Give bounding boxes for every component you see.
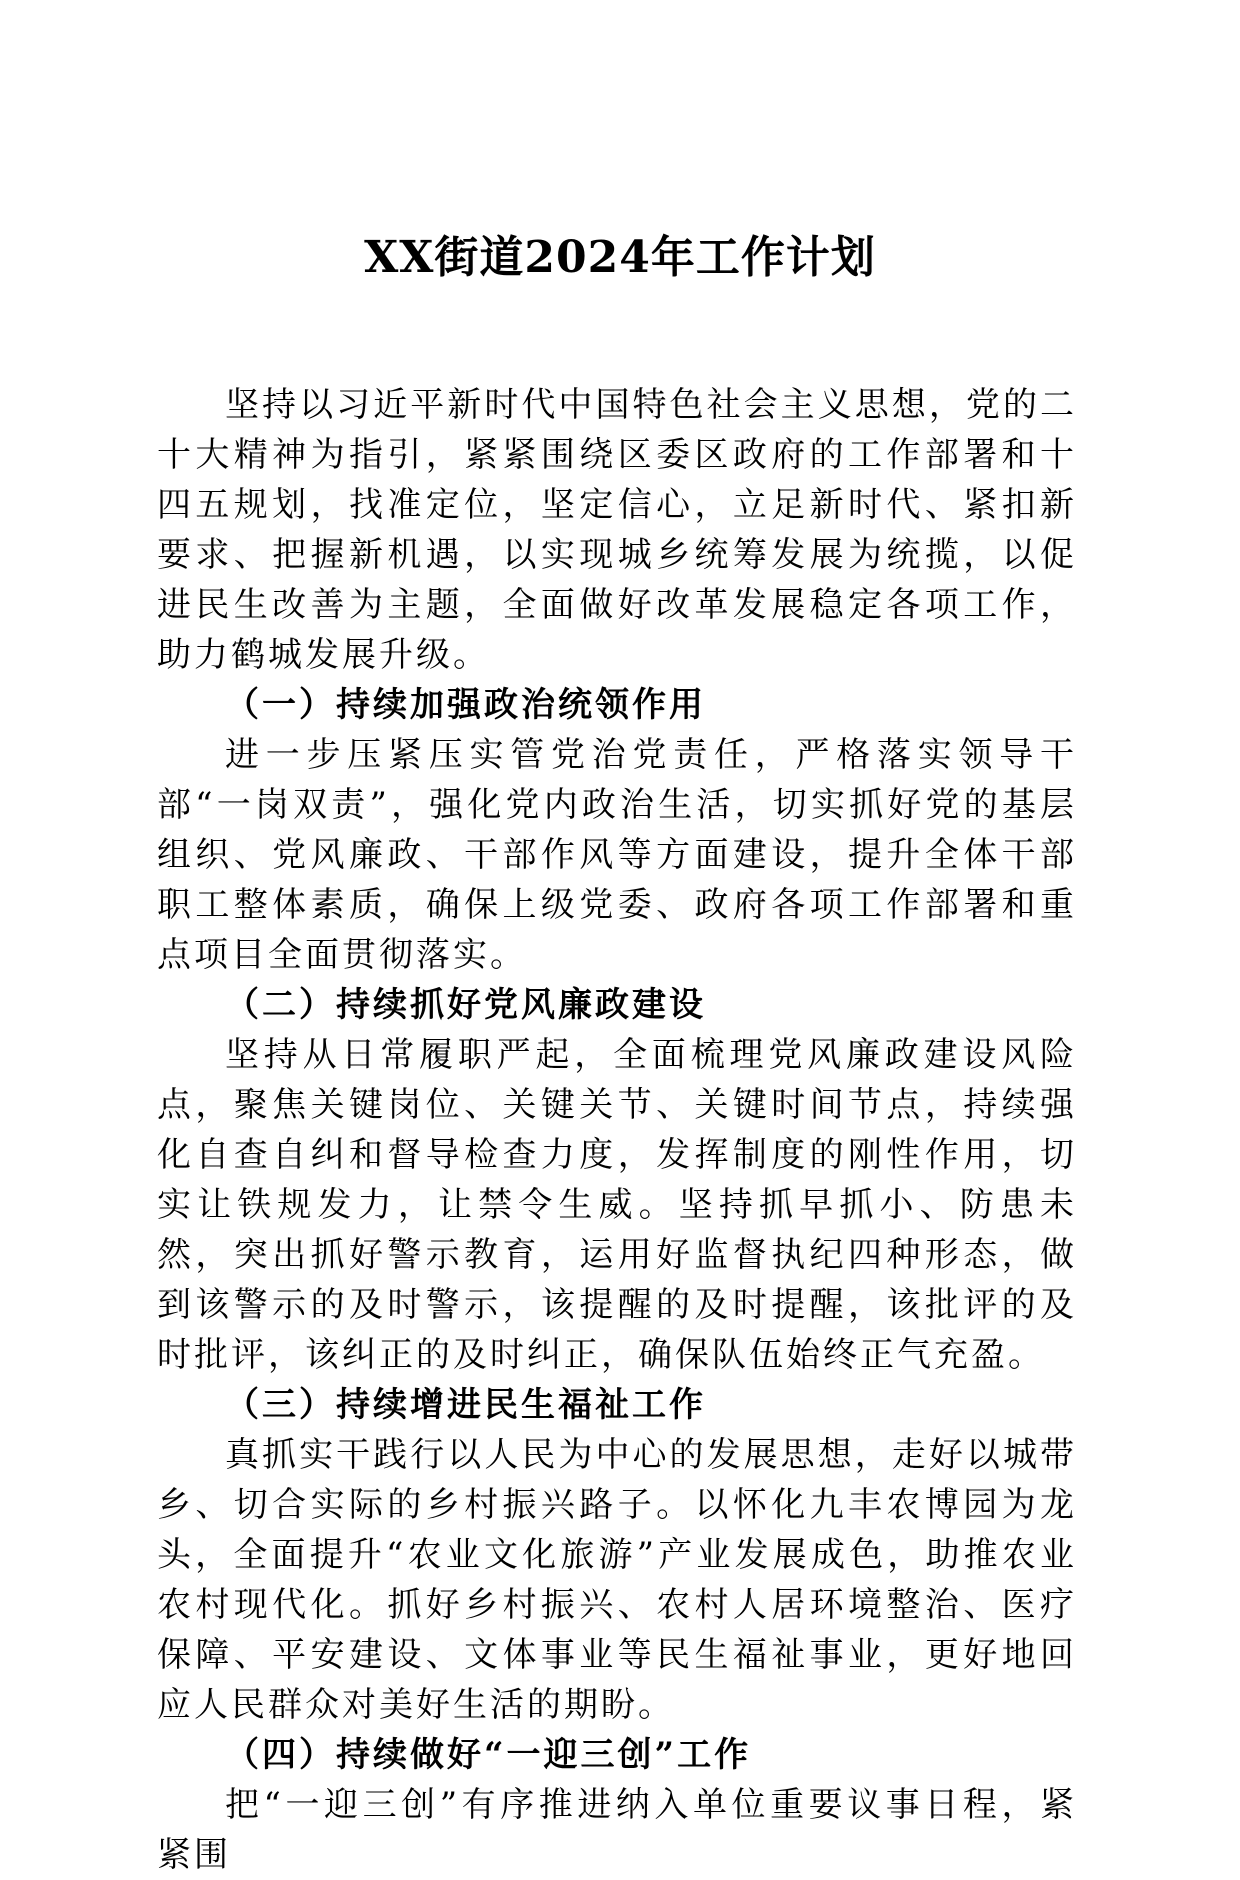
document-title: XX街道2024年工作计划 [364, 232, 876, 283]
section-body-3: 真抓实干践行以人民为中心的发展思想，走好以城带乡、切合实际的乡村振兴路子。以怀化九丰农博园为龙头，全面提升“农业文化旅游”产业发展成色，助推农业农村现代化。抓好乡村振兴、农村人居环境整治、医疗保障、平安建设、文体事业等民生福祉事业，更好地回应人民群众对美好生活的期盼。 [157, 1435, 1077, 1725]
document-body [157, 380, 1077, 1880]
section-body-2: 坚持从日常履职严起，全面梳理党风廉政建设风险点，聚焦关键岗位、关键关节、关键时间节点，持续强化自查自纠和督导检查力度，发挥制度的刚性作用，切实让铁规发力，让禁令生威。坚持抓早抓小、防患未然，突出抓好警示教育，运用好监督执纪四种形态，做到该警示的及时警示，该提醒的及时提醒，该批评的及时批评，该纠正的及时纠正，确保队伍始终正气充盈。 [157, 1035, 1077, 1375]
section-heading-1: （一）持续加强政治统领作用 [225, 685, 706, 725]
section-heading-3: （三）持续增进民生福祉工作 [225, 1385, 706, 1425]
section-body-1: 进一步压紧压实管党治党责任，严格落实领导干部“一岗双责”，强化党内政治生活，切实抓好党的基层组织、党风廉政、干部作风等方面建设，提升全体干部职工整体素质，确保上级党委、政府各项工作部署和重点项目全面贯彻落实。 [157, 735, 1077, 975]
section-body-4: 把“一迎三创”有序推进纳入单位重要议事日程，紧紧围 [157, 1785, 1077, 1875]
section-heading-2: （二）持续抓好党风廉政建设 [225, 985, 706, 1025]
section-heading-4: （四）持续做好“一迎三创”工作 [225, 1735, 752, 1775]
intro-paragraph: 坚持以习近平新时代中国特色社会主义思想，党的二十大精神为指引，紧紧围绕区委区政府的工作部署和十四五规划，找准定位，坚定信心，立足新时代、紧扣新要求、把握新机遇，以实现城乡统筹发展为统揽，以促进民生改善为主题，全面做好改革发展稳定各项工作，助力鹤城发展升级。 [157, 385, 1077, 675]
